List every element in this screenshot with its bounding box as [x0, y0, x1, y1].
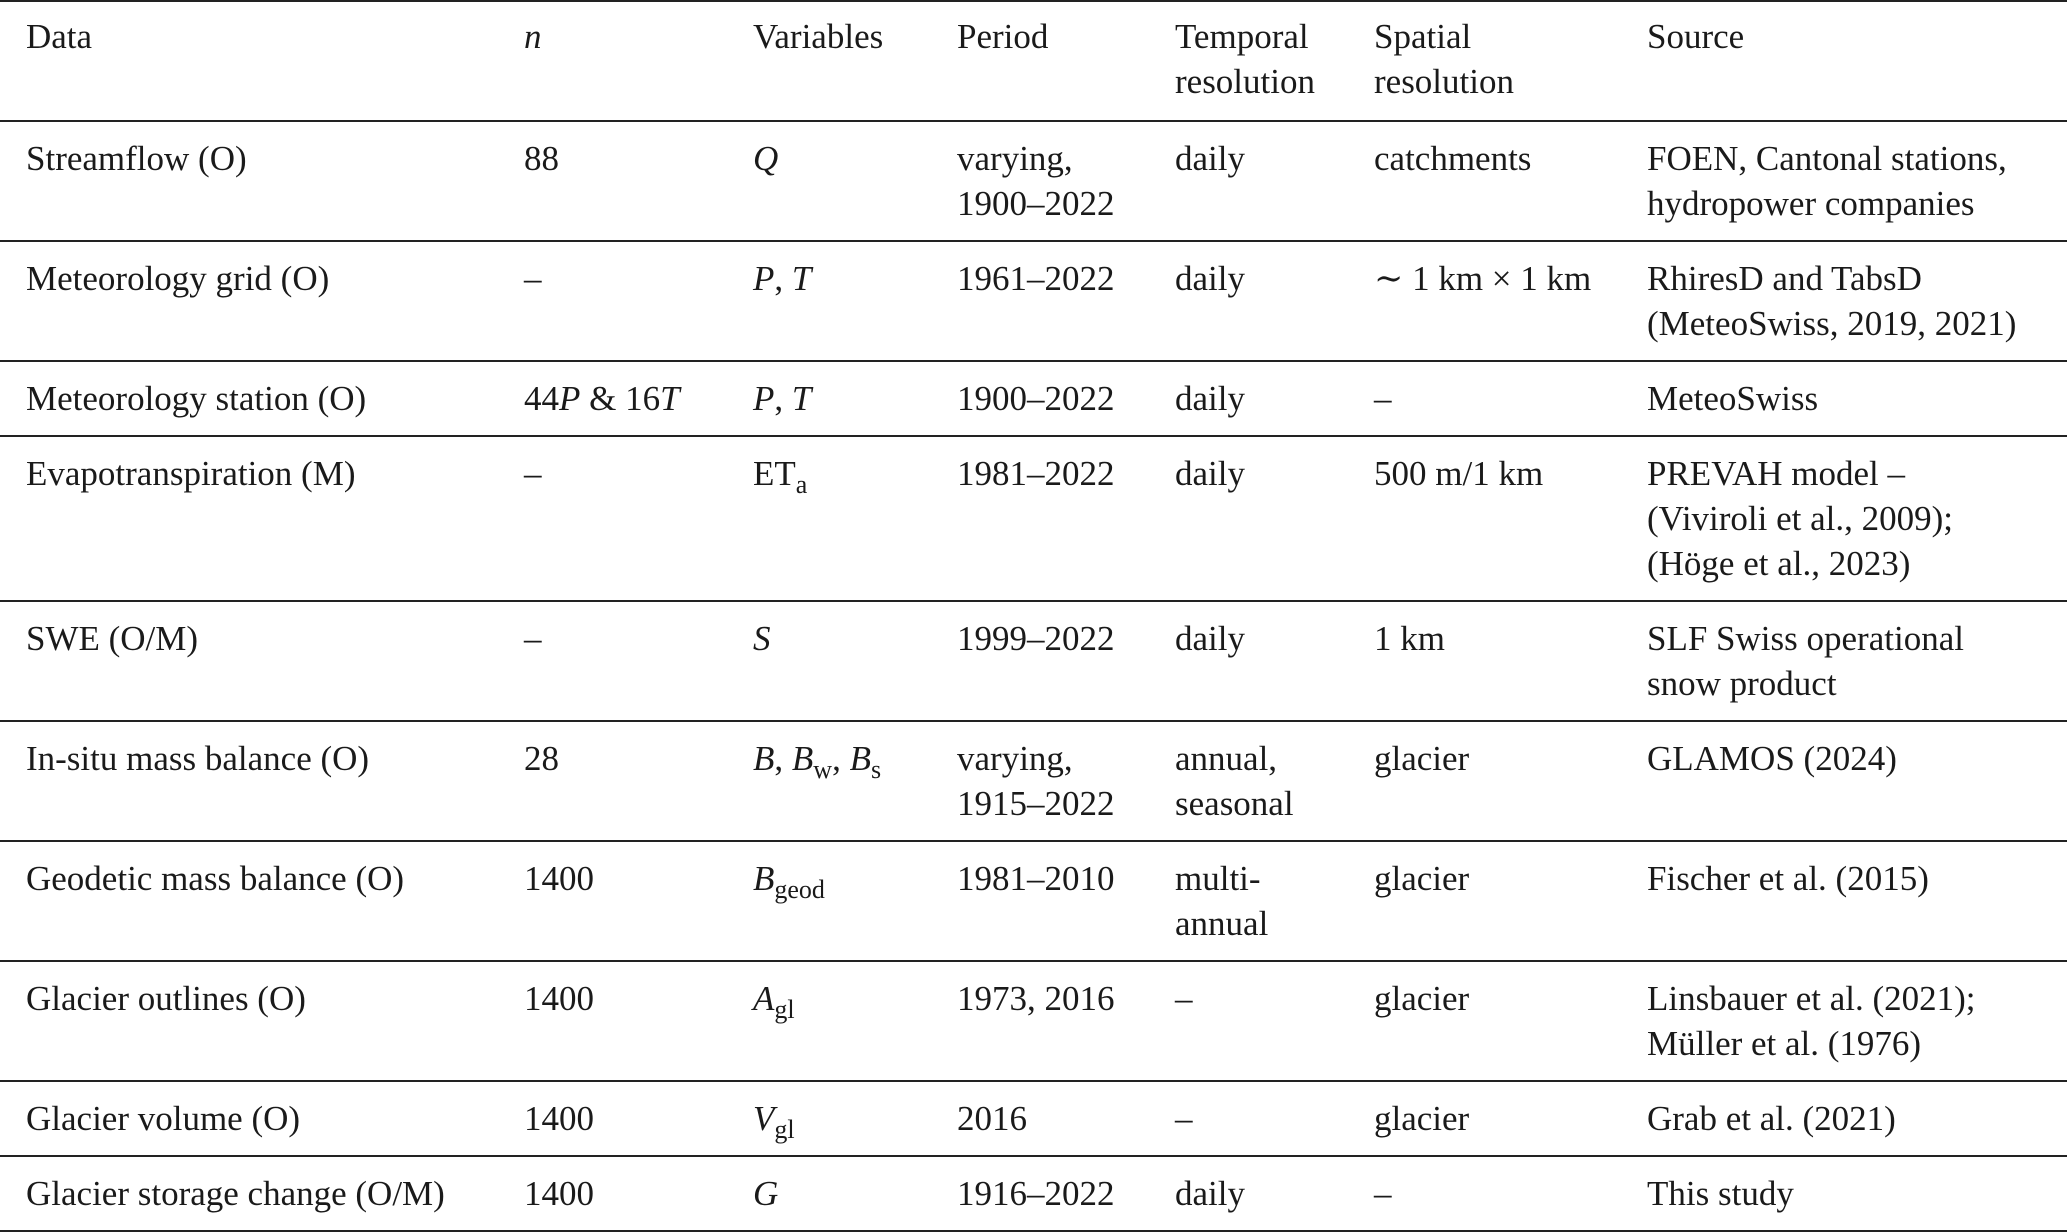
cell-n: 88: [524, 139, 559, 178]
cell-temporal: daily: [1175, 619, 1245, 658]
cell-data: Glacier volume (O): [26, 1099, 301, 1138]
header-period: Period: [957, 17, 1049, 56]
table-row: [0, 961, 2067, 1081]
header-variables: Variables: [753, 17, 884, 56]
cell-source: PREVAH model – (Viviroli et al., 2009); (Höge et al., 2023): [1647, 454, 1954, 583]
cell-variables: G: [753, 1174, 779, 1213]
cell-period: 1900–2022: [957, 379, 1115, 418]
cell-spatial: glacier: [1374, 979, 1470, 1018]
cell-spatial: glacier: [1374, 859, 1470, 898]
cell-data: Geodetic mass balance (O): [26, 859, 405, 898]
cell-period: varying, 1915–2022: [957, 739, 1115, 823]
cell-temporal: –: [1175, 979, 1193, 1018]
cell-source: Grab et al. (2021): [1647, 1099, 1896, 1138]
table-row: [0, 121, 2067, 241]
cell-data: Glacier outlines (O): [26, 979, 306, 1018]
header-temporal-resolution: Temporal resolution: [1175, 17, 1315, 101]
table-header: [0, 1, 2067, 121]
cell-n: –: [524, 259, 542, 298]
cell-spatial: –: [1374, 1174, 1392, 1213]
cell-temporal: annual, seasonal: [1175, 739, 1294, 823]
cell-variables: $ET_a$: [753, 454, 808, 499]
cell-temporal: daily: [1175, 379, 1245, 418]
cell-variables: S: [753, 619, 771, 658]
cell-source: RhiresD and TabsD (MeteoSwiss, 2019, 2021): [1647, 259, 2017, 343]
table-row: [0, 1081, 2067, 1156]
cell-spatial: –: [1374, 379, 1392, 418]
cell-data: In-situ mass balance (O): [26, 739, 370, 778]
cell-source: SLF Swiss operational snow product: [1647, 619, 1964, 703]
cell-spatial: 500 m/1 km: [1374, 454, 1544, 493]
table-row: [0, 1156, 2067, 1231]
cell-n: –: [524, 454, 542, 493]
cell-data: Streamflow (O): [26, 139, 247, 178]
cell-n: 44P & 16T: [524, 379, 680, 418]
cell-source: FOEN, Cantonal stations, hydropower companies: [1647, 139, 2007, 223]
cell-variables: P, T: [753, 259, 812, 298]
cell-n: –: [524, 619, 542, 658]
cell-spatial: glacier: [1374, 739, 1470, 778]
cell-data: Evapotranspiration (M): [26, 454, 356, 493]
cell-period: 1961–2022: [957, 259, 1115, 298]
cell-source: MeteoSwiss: [1647, 379, 1819, 418]
cell-n: 1400: [524, 1174, 594, 1213]
cell-source: Fischer et al. (2015): [1647, 859, 1929, 898]
header-row: [0, 1, 2067, 121]
cell-spatial: catchments: [1374, 139, 1532, 178]
table-row: [0, 841, 2067, 961]
header-n: n: [524, 17, 542, 56]
cell-data: Meteorology grid (O): [26, 259, 330, 298]
cell-data: SWE (O/M): [26, 619, 199, 658]
cell-data: Glacier storage change (O/M): [26, 1174, 445, 1213]
cell-variables: $V_{gl}$: [753, 1099, 795, 1144]
table-row: [0, 436, 2067, 601]
cell-variables: $A_{gl}$: [753, 979, 795, 1024]
cell-temporal: daily: [1175, 259, 1245, 298]
cell-variables: Q: [753, 139, 779, 178]
cell-source: Linsbauer et al. (2021); Müller et al. (1976): [1647, 979, 1976, 1063]
cell-variables: B, $B_w$, $B_s$: [753, 739, 882, 784]
cell-temporal: multi- annual: [1175, 859, 1269, 943]
cell-n: 28: [524, 739, 559, 778]
header-source: Source: [1647, 17, 1745, 56]
header-data: Data: [26, 17, 93, 56]
cell-spatial: ∼ 1 km × 1 km: [1374, 259, 1592, 298]
cell-n: 1400: [524, 859, 594, 898]
cell-variables: $B_{geod}$: [753, 859, 825, 904]
cell-spatial: glacier: [1374, 1099, 1470, 1138]
cell-temporal: daily: [1175, 454, 1245, 493]
cell-period: 1981–2010: [957, 859, 1115, 898]
cell-temporal: daily: [1175, 139, 1245, 178]
table-row: [0, 241, 2067, 361]
cell-period: 2016: [957, 1099, 1027, 1138]
cell-period: 1916–2022: [957, 1174, 1115, 1213]
cell-source: GLAMOS (2024): [1647, 739, 1897, 778]
table-row: [0, 601, 2067, 721]
cell-source: This study: [1647, 1174, 1794, 1213]
cell-spatial: 1 km: [1374, 619, 1445, 658]
table-row: [0, 361, 2067, 436]
header-spatial-resolution: Spatial resolution: [1374, 17, 1514, 101]
cell-temporal: daily: [1175, 1174, 1245, 1213]
cell-period: 1973, 2016: [957, 979, 1115, 1018]
table-row: [0, 721, 2067, 841]
cell-variables: P, T: [753, 379, 812, 418]
cell-period: 1981–2022: [957, 454, 1115, 493]
cell-n: 1400: [524, 979, 594, 1018]
table-body: [0, 121, 2067, 1231]
cell-period: varying, 1900–2022: [957, 139, 1115, 223]
cell-period: 1999–2022: [957, 619, 1115, 658]
cell-data: Meteorology station (O): [26, 379, 367, 418]
cell-temporal: –: [1175, 1099, 1193, 1138]
cell-n: 1400: [524, 1099, 594, 1138]
